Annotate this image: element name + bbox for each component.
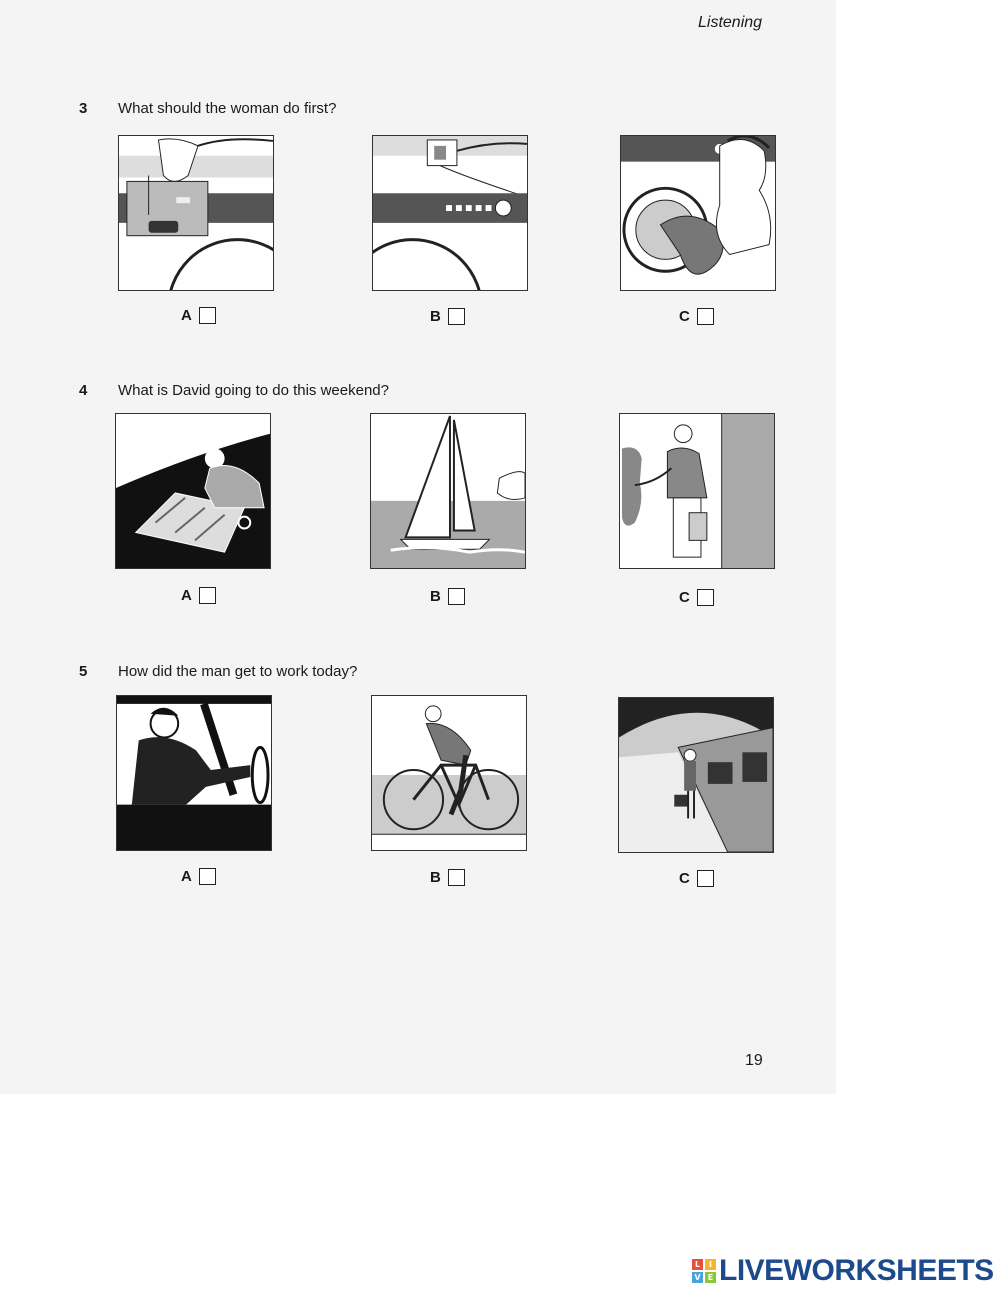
option-letter: C — [679, 870, 690, 887]
option-letter: B — [430, 308, 441, 325]
answer-checkbox[interactable] — [199, 307, 216, 324]
option-3c — [679, 308, 714, 325]
page-number: 19 — [745, 1052, 763, 1069]
answer-checkbox[interactable] — [199, 868, 216, 885]
question-text: What is David going to do this weekend? — [118, 382, 389, 399]
answer-checkbox[interactable] — [697, 308, 714, 325]
answer-checkbox[interactable] — [448, 308, 465, 325]
driving-car-icon — [116, 695, 272, 851]
option-4c — [679, 589, 714, 606]
loading-laundry-icon — [620, 135, 776, 291]
logo-letter: L — [692, 1259, 703, 1270]
answer-checkbox[interactable] — [199, 587, 216, 604]
option-3b — [430, 308, 465, 325]
option-letter: C — [679, 589, 690, 606]
question-number: 4 — [79, 382, 88, 399]
option-letter: B — [430, 869, 441, 886]
option-letter: A — [181, 307, 192, 324]
option-3a — [181, 307, 216, 324]
option-letter: C — [679, 308, 690, 325]
option-5b — [430, 869, 465, 886]
option-5c — [679, 870, 714, 887]
logo-letter: E — [705, 1272, 716, 1283]
logo-text: LIVEWORKSHEETS — [719, 1254, 994, 1287]
answer-checkbox[interactable] — [448, 588, 465, 605]
painting-wall-icon — [619, 413, 775, 569]
question-number: 5 — [79, 663, 88, 680]
question-number: 3 — [79, 100, 88, 117]
answer-checkbox[interactable] — [697, 870, 714, 887]
option-4b — [430, 588, 465, 605]
option-5a — [181, 868, 216, 885]
subway-train-icon — [618, 697, 774, 853]
option-4a — [181, 587, 216, 604]
answer-checkbox[interactable] — [448, 869, 465, 886]
question-text: What should the woman do first? — [118, 100, 337, 117]
logo-letter: V — [692, 1272, 703, 1283]
question-text: How did the man get to work today? — [118, 663, 358, 680]
logo-letter: I — [705, 1259, 716, 1270]
sailboat-icon — [370, 413, 526, 569]
section-title: Listening — [698, 14, 763, 31]
car-engine-repair-icon — [115, 413, 271, 569]
bicycle-icon — [371, 695, 527, 851]
liveworksheets-logo — [692, 1254, 994, 1288]
option-letter: A — [181, 868, 192, 885]
plug-socket-washing-machine-icon — [372, 135, 528, 291]
option-letter: A — [181, 587, 192, 604]
option-letter: B — [430, 588, 441, 605]
answer-checkbox[interactable] — [697, 589, 714, 606]
logo-icon — [692, 1259, 716, 1283]
detergent-washing-machine-icon — [118, 135, 274, 291]
